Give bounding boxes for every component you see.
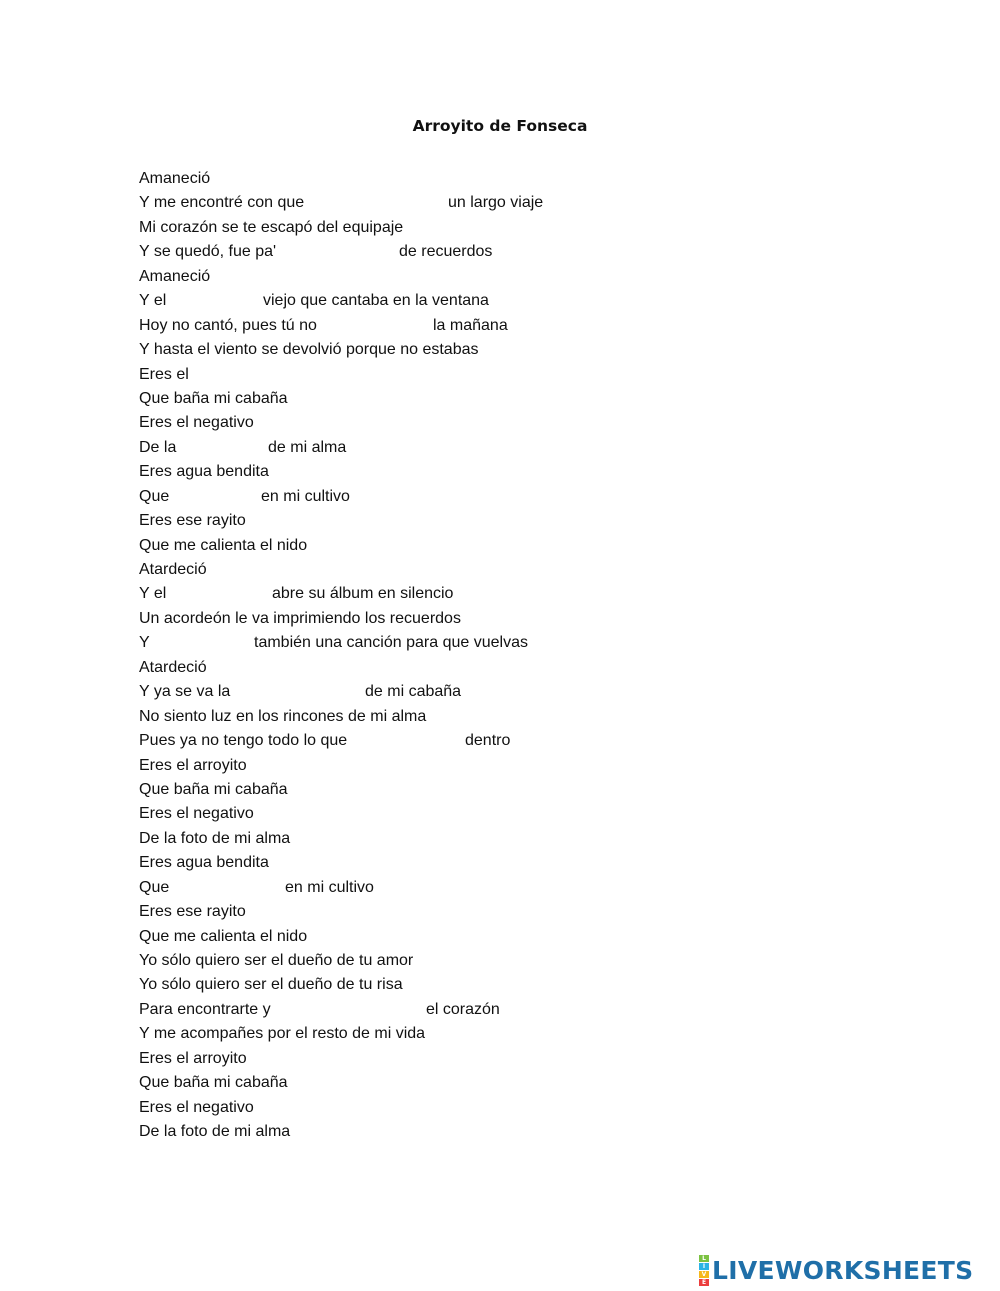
lyric-text: Eres el [139,365,189,383]
lyric-text: Eres el negativo [139,805,254,823]
lyric-line [139,338,899,362]
lyric-text: Que [139,878,170,896]
lyric-text-after-blank: en mi cultivo [285,878,374,896]
lyric-text: Que me calienta el nido [139,927,308,945]
lyric-line [139,582,899,606]
lyric-line [139,558,899,582]
lyric-line [139,1047,899,1071]
logo-block: L [699,1255,709,1262]
lyric-text-after-blank: de recuerdos [399,243,493,261]
lyric-line [139,1096,899,1120]
lyric-text: Eres el arroyito [139,1049,247,1067]
lyric-line [139,216,899,240]
lyric-line [139,729,899,753]
lyric-line [139,778,899,802]
lyric-line [139,754,899,778]
lyric-text: Pues ya no tengo todo lo que [139,732,348,750]
lyric-line [139,460,899,484]
lyric-line [139,436,899,460]
lyric-line [139,680,899,704]
lyric-line [139,973,899,997]
lyric-text-after-blank: de mi cabaña [365,683,462,701]
lyric-text: Yo sólo quiero ser el dueño de tu amor [139,952,414,969]
lyric-line [139,167,899,191]
lyric-text: Que me calienta el nido [139,536,308,554]
lyric-line [139,656,899,680]
lyric-text: Amaneció [139,170,211,187]
lyric-text-after-blank: un largo viaje [448,194,544,212]
logo-block: I [699,1263,709,1270]
lyric-text: Y [139,634,150,652]
lyric-line [139,1071,899,1095]
logo-icon [699,1255,709,1286]
lyric-text: Y me acompañes por el resto de mi vida [139,1025,426,1043]
lyric-text: Amaneció [139,267,211,285]
lyric-text: Hoy no cantó, pues tú no [139,316,317,334]
lyric-line [139,802,899,826]
lyric-line [139,876,899,900]
lyric-text: Mi corazón se te escapó del equipaje [139,218,404,236]
lyric-text-after-blank: la mañana [433,316,508,334]
lyric-text: Atardeció [139,561,207,578]
lyric-text-after-blank: abre su álbum en silencio [272,585,454,603]
lyric-line [139,240,899,264]
lyric-text-after-blank: dentro [465,732,511,750]
lyric-line [139,387,899,411]
lyric-text-after-blank: viejo que cantaba en la ventana [263,292,489,310]
lyric-text: Y me encontré con que [139,194,305,212]
lyric-text: Y se quedó, fue pa' [139,243,277,261]
lyric-text: Atardeció [139,658,207,676]
logo-block: V [699,1271,709,1278]
lyric-text: Eres agua bendita [139,463,269,481]
page-title: Arroyito de Fonseca [412,117,588,135]
lyrics-body [139,167,899,1145]
lyric-text: Para encontrarte y [139,1000,271,1018]
lyric-text: Eres el arroyito [139,756,247,774]
lyric-text-after-blank: en mi cultivo [261,487,350,505]
lyric-text: Eres agua bendita [139,854,269,872]
lyric-text: Y el [139,585,167,603]
lyric-text: Yo sólo quiero ser el dueño de tu risa [139,976,403,994]
lyric-text: De la foto de mi alma [139,829,291,847]
lyric-line [139,705,899,729]
lyric-line [139,949,899,973]
lyric-text: Que baña mi cabaña [139,1074,288,1092]
brand-text: LIVEWORKSHEETS [712,1255,974,1285]
lyric-line [139,314,899,338]
lyric-text: De la foto de mi alma [139,1123,291,1141]
lyric-line [139,289,899,313]
lyric-text: Eres el negativo [139,1098,254,1116]
lyric-text: Eres ese rayito [139,903,246,921]
lyric-text: No siento luz en los rincones de mi alma [139,707,427,725]
lyric-text-after-blank: de mi alma [268,438,347,456]
lyric-text: Un acordeón le va imprimiendo los recuerdos [139,609,461,627]
lyric-line [139,265,899,289]
lyric-text: Que baña mi cabaña [139,780,288,798]
lyric-text: Eres el negativo [139,414,254,432]
lyric-line [139,1022,899,1046]
lyric-text: Que baña mi cabaña [139,389,288,407]
lyric-line [139,925,899,949]
lyric-line [139,534,899,558]
lyric-line [139,631,899,655]
lyric-line [139,509,899,533]
lyric-text-after-blank: también una canción para que vuelvas [254,634,528,652]
lyric-text-after-blank: el corazón [426,1000,500,1018]
lyric-line [139,827,899,851]
lyric-line [139,1120,899,1144]
lyric-line [139,411,899,435]
logo-block: E [699,1279,709,1286]
lyric-line [139,607,899,631]
lyric-line [139,900,899,924]
lyric-text: Y el [139,292,167,310]
lyric-line [139,191,899,215]
lyric-line [139,998,899,1022]
lyric-text: Y ya se va la [139,683,231,701]
lyric-line [139,485,899,509]
lyric-text: De la [139,438,177,456]
lyric-text: Eres ese rayito [139,512,246,530]
liveworksheets-logo [699,1254,973,1286]
lyric-text: Y hasta el viento se devolvió porque no estabas [139,341,479,359]
lyric-line [139,851,899,875]
lyric-line [139,363,899,387]
lyric-text: Que [139,487,170,505]
